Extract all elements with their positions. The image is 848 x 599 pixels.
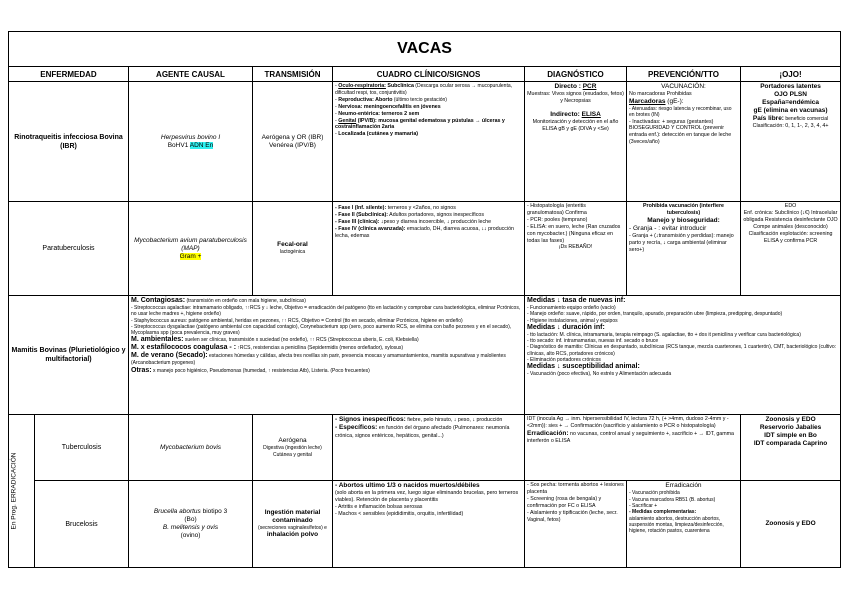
side-label-cell [9,415,35,568]
header-prevencion: PREVENCIÓN/TTO [627,67,741,82]
agent-cell: Brucella abortus biotipo 3 (Bo) B. melitensis y ovis (ovino) [129,481,253,568]
ojo-cell: Zoonosis y EDO Reservorio Jabalíes IDT simple en Bo IDT comparada Caprino [741,415,841,481]
diagnosis-cell: - Sos pecha: tormenta abortos + lesiones placenta - Screening (rosa de bengala) y confirmación por FC o ELISA - Aislamiento y tipificación (leche, secr. Vaginal, fetos) [525,481,627,568]
agent-cell: Mycobacterium bovis [129,415,253,481]
table-row-mamitis [9,296,841,415]
table-row-ibr [9,82,841,202]
diagnosis-cell: - Histopatología (enteritis granulomatosa) Confirma - PCR: pooles (temprano) - ELISA: en suero, leche (Ran cruzados con mycobacter.) (Ninguna eficaz en todas las fases) ¡Ds REBAÑO! [525,202,627,296]
page-title: VACAS [9,32,841,67]
disease-name: Mamitis Bovinas (Plurietiológico y multifactorial) [9,296,129,415]
transmission-cell: Aerógena Digestiva (ingestión leche) Cutánea y genital [253,415,333,481]
ojo-cell: EDO Enf. crónica: Subclínico (↓€) Intracelular obligada Resistencia desinfectante OJO Compe animales (desconocido) Clasificación explotación: screening ELISA y confirma PCR [741,202,841,296]
clinical-line: - Oculo-respiratoria: Subclínica (Descarga ocular serosa → mucopurulenta, dificultad respi, tos, conjuntivitis) [335,83,513,96]
header-diagnostico: DIAGNÓSTICO [525,67,627,82]
mastitis-measures-cell: Medidas ↓ tasa de nuevas inf: - Funcionamiento equipo ordeño (vacío) - Manejo ordeño: suave, rápido, por orden, tranquilo, apurado, preparación ubre (limpieza, predipping, despuntado) - Higiene instalaciones, animal y equipos Medidas ↓ duración inf: - tto lactación: M. clínica, intramamaria, terapia reimpago (S. agalactiae, tto + dos it penicilina y verificar cura bacteriológica) - tto secado: inf. intramamarias, nuevas inf. secado o bruce - Diagnóstico de mamitis: Clínicas en despuntado, subclínicas (RCS tanque, mezcla cuarterones, 1 cuarterón), CMT, bacteriológico (cultivo: clínicas, alto RCS, portadores crónicos) - Eliminación portadores crónicos Medidas ↓ susceptibilidad animal: - Vacunación (poco efectiva), No estrés y Alimentación adecuada [525,296,841,415]
ojo-cell: Portadores latentes OJO PLSN España=endémica gE (elimina en vacunas) País libre: beneficio comercial Clasificación: 0, 1, 1-, 2, 3, 4, 4+ [741,82,841,202]
prevention-cell: Prohibida vacunación (interfiere tuberculosis) Manejo y bioseguridad: - Granja - : evitar introducir - Granja + (↓transmisión y perdidas): manejo parto y recría, ↓ carga ambiental (eliminar sero+) [627,202,741,296]
clinical-cell: - Fase I (Inf. silente): terneros y <2años, no signos - Fase II (Subclínica): Adultos portadores, signos inespecíficos - Fase III (clínica): ↓peso y diarrea incoercible, ↓ producción leche - Fase IV (clínica avanzada): emaciado, DH, diarrea acuosa, ↓↓ producción lecha, edemas [333,202,525,296]
agent-text: Herpesvirus bovino I [160,133,221,141]
clinical-line: - Genital (IPV/B): mucosa genital edematosa y pústulas → úlceras y costrainflamación 2aria [335,117,505,131]
table-row-tb [9,415,841,481]
clinical-line: - Neumo-entérica: terneros 2 sem [335,110,420,117]
transmission-cell: Aerógena y OR (IBR) Venérea (IPV/B) [253,82,333,202]
clinical-cell [333,82,525,202]
disease-name: Rinotraqueitis infecciosa Bovina (IBR) [9,82,129,202]
disease-name: Paratuberculosis [9,202,129,296]
vacas-table [8,31,841,568]
header-transmision: TRANSMISIÓN [253,67,333,82]
header-cuadro: CUADRO CLÍNICO/SIGNOS [333,67,525,82]
side-label: En Prog. ERRADICACIÓN [10,452,18,530]
agent-cell [129,82,253,202]
page [8,31,840,568]
disease-name: Tuberculosis [35,415,129,481]
prevention-cell: Erradicación - Vacunación prohibida - Vacuna marcadora RB51 (B. abortus) - Sacrificar + - Medidas complementarias: aislamiento abortos, destrucción abortos, suspensión montas, limpieza/desinfección, higiene, rotación pastos, cuarentena [627,481,741,568]
agent-highlight: Gram + [179,252,202,260]
clinical-line: - Nerviosa: meningoencefalitis en jóvenes [335,103,441,110]
header-agente: AGENTE CAUSAL [129,67,253,82]
transmission-cell: Fecal-oral lactogénica [253,202,333,296]
clinical-cell: - Signos inespecíficos: fiebre, pelo hirsuto, ↓ peso, ↓ producción - Específicos: en función del órgano afectado (Pulmonares: neumonía crónica, signos entéricos, hepáticos, genital...) [333,415,525,481]
disease-name: Brucelosis [35,481,129,568]
header-ojo: ¡OJO! [741,67,841,82]
mastitis-types-cell: M. Contagiosas: (transmisión en ordeño con mala higiene, subclínicas) - Streptococcus agalactiae: intramamario obligado, ↑↑RCS y ↓ leche, Objetivo = erradicación del patógeno (tto en lactación y comprobar cura bacteriológica, eliminar Pcrónicos, no usar leche madres +, higiene ordeño) - Staphylococcus aureus: patógeno ambiental, heridas en pezones, ↑↑ RCS, Objetivo = Control (tto en secado, eliminar Pcrónicos, higiene en ordeño) - Streptococcus dysgalactiae (patógeno ambiental con capacidad contagio), Corynebacterium spp (sero, poco aumento RCS, se elimina con baño pezones y en el secado), Mycoplasma spp (poca prevalencia, muy graves) M. ambientales: suelen ser clínicas, transmisión x suciedad (no ordeño), ↑↑ RCS (Streptococcus uberis, E. coli, Klebsiella) M. x estafilococos coagulasa - : ↑RCS, resistencias a penicilina (Sepidermidis (menos ordeñador), xylosus) M. de verano (Secado): estaciones húmedas y cálidas, afecta tres novillas sin parir, presencia moscas y amamantamientos, mamitis supurativas y malolientes (Arcanobacterium pyogenes) Otras: x manejo poco higiénico, Pseudomonas (humedad, ↑ resistencias Atb), Listeria. (Poco frecuentes) [129,296,525,415]
transmission-cell: Ingestión material contaminado (secreciones vaginales/fetos) e inhalación polvo [253,481,333,568]
prevention-cell: VACUNACIÓN: No marcadoras Prohibidas Marcadoras (gE-): - Atenuadas: riesgo latencia y recombinar, uso en brotes (IN) - Inactivadas: + seguras (gestantes) BIOSEGURIDAD Y CONTROL (prevenir entrada enf.): detección en tanque de leche (3veces/año) [627,82,741,202]
header-enfermedad: ENFERMEDAD [9,67,129,82]
clinical-line: - Reproductiva: Aborto (último tercio gestación) [335,96,447,103]
header-row [9,67,841,82]
agent-text: BoHV1 [167,141,189,149]
diagnosis-cell: IDT (inocula Ag → inm. hipersensibilidad IV, lectura 72 h, (+ >4mm, dudoso 2-4mm y - <2mm)): sies + → Confirmación (sacrificio y aislamiento o PCR o histopatología) Erradicación: no vacunas, control anual y seguimiento +, sacrificio + → IDT, gamma interferón o ELISA [525,415,741,481]
clinical-cell: - Abortos ultimo 1/3 o nacidos muertos/débiles (solo aborta en la primera vez, luego sigue eliminando brucelas, pero terneros viables). Retención de placenta y placentitis - Artritis e inflamación bolsas serosas - Machos < sensibles (epididimitis, orquitis, infertilidad) [333,481,525,568]
ojo-cell: Zoonosis y EDO [741,481,841,568]
clinical-line: - Localizada (cutánea y mamaria) [335,131,419,138]
agent-cell: Mycobacterium avium paratuberculosis (MAP) Gram + [129,202,253,296]
agent-highlight: ADN En [189,141,214,149]
table-row-para [9,202,841,296]
table-row-bru [9,481,841,568]
diagnosis-cell: Directo : PCR Muestras: Vivos signos (exudados, fetos) y Necropsias Indirecto: ELISA Monitorización y detección en el año ELISA gB y gE (DIVA y <Se) [525,82,627,202]
